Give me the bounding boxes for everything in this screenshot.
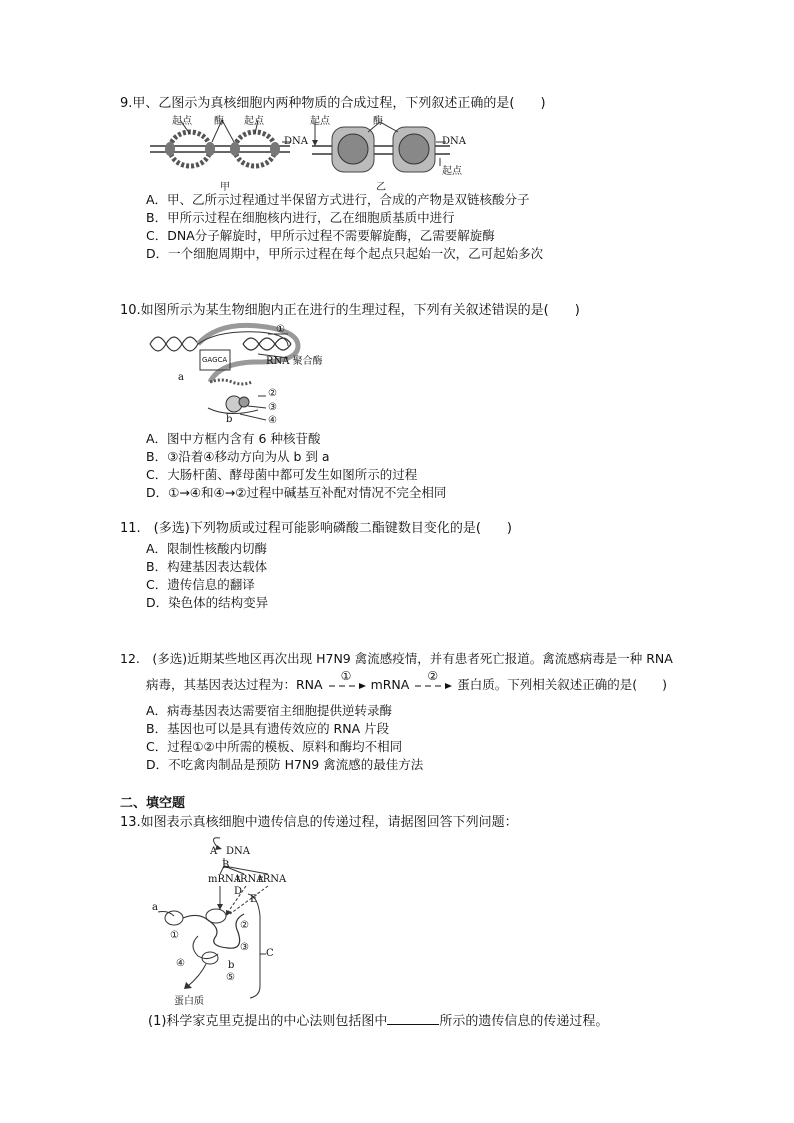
section-title: 二、填空题 [120, 796, 186, 811]
label-DNA: DNA [226, 846, 250, 857]
label-circle-2: ② [268, 388, 277, 399]
label-D: D [234, 886, 243, 897]
label-tRNA: tRNA [236, 874, 264, 885]
label-circle-1: ① [170, 930, 179, 941]
q13-sub1-suffix: 所示的遗传信息的传递过程。 [439, 1014, 609, 1029]
q13-stem: 13.如图表示真核细胞中遗传信息的传递过程，请据图回答下列问题： [120, 815, 518, 830]
label-b: b [226, 414, 233, 425]
label-C: C [266, 948, 274, 959]
label-qidian: 起点 [310, 116, 330, 127]
q12-arrow-1-label: ① [340, 668, 352, 683]
q12-mrna: mRNA [370, 677, 410, 692]
label-circle-4: ④ [176, 958, 185, 969]
label-circle-2: ② [240, 920, 249, 931]
q9-figure [150, 112, 480, 192]
q10-option-a: A．图中方框内含有 6 种核苷酸 [146, 431, 321, 446]
label-rRNA: rRNA [258, 874, 287, 885]
label-circle-1: ① [276, 324, 285, 335]
label-circle-3: ③ [240, 942, 249, 953]
q12-arrow-2-label: ② [427, 668, 439, 683]
q10-stem: 10.如图所示为某生物细胞内正在进行的生理过程，下列有关叙述错误的是( ) [120, 303, 580, 318]
label-a: a [152, 902, 158, 913]
label-rna-polymerase: RNA 聚合酶 [266, 356, 323, 367]
q13-sub1-prefix: (1)科学家克里克提出的中心法则包括图中 [148, 1014, 388, 1029]
dashed-arrow-icon [327, 679, 367, 693]
q9-stem: 9.甲、乙图示为真核细胞内两种物质的合成过程，下列叙述正确的是( ) [120, 96, 546, 111]
label-mei: 酶 [373, 116, 383, 127]
q12-prefix: 病毒，其基因表达过程为：RNA [146, 677, 323, 692]
label-B: B [222, 860, 230, 871]
label-circle-5: ⑤ [226, 972, 235, 983]
label-dna: DNA [442, 136, 466, 147]
label-circle-4: ④ [268, 415, 277, 426]
q12-option-c: C．过程①②中所需的模板、原料和酶均不相同 [146, 739, 403, 754]
label-mei: 酶 [214, 116, 224, 127]
label-b: b [228, 960, 235, 971]
q12-stem-line1: 12. (多选)近期某些地区再次出现 H7N9 禽流感疫情，并有患者死亡报道。禽流感病毒是一种 RNA [120, 651, 673, 666]
label-mRNA: mRNA [208, 874, 241, 885]
label-protein: 蛋白质 [174, 996, 204, 1007]
q11-stem: 11. (多选)下列物质或过程可能影响磷酸二酯键数目变化的是( ) [120, 521, 512, 536]
q12-arrow-1 [327, 668, 367, 693]
label-A: A [210, 846, 218, 857]
q10-option-d: D．①→④和④→②过程中碱基互补配对情况不完全相同 [146, 485, 447, 500]
q11-option-c: C．遗传信息的翻译 [146, 577, 255, 592]
label-circle-3: ③ [268, 402, 277, 413]
q10-option-b: B．③沿着④移动方向为从 b 到 a [146, 449, 330, 464]
q13-diagram [148, 836, 278, 1008]
q9-option-b: B．甲所示过程在细胞核内进行，乙在细胞质基质中进行 [146, 210, 455, 225]
q12-option-d: D．不吃禽肉制品是预防 H7N9 禽流感的最佳方法 [146, 757, 424, 772]
q12-option-b: B．基因也可以是具有遗传效应的 RNA 片段 [146, 721, 390, 736]
label-dna: DNA [284, 136, 308, 147]
q13-figure [148, 836, 287, 1008]
q9-option-c: C．DNA分子解旋时，甲所示过程不需要解旋酶，乙需要解旋酶 [146, 228, 495, 243]
q9-option-d: D．一个细胞周期中，甲所示过程在每个起点只起始一次，乙可起始多次 [146, 246, 544, 261]
label-a: a [178, 372, 184, 383]
q10-option-c: C．大肠杆菌、酵母菌中都可发生如图所示的过程 [146, 467, 418, 482]
q12-suffix: 蛋白质。下列相关叙述正确的是( ) [457, 677, 668, 692]
dashed-arrow-icon [413, 679, 453, 693]
label-qidian: 起点 [244, 116, 264, 127]
q13-sub1 [148, 1012, 608, 1031]
q9-option-a: A．甲、乙所示过程通过半保留方式进行，合成的产物是双链核酸分子 [146, 192, 530, 207]
label-yi: 乙 [376, 182, 386, 193]
replication-bubbles-yi [312, 122, 450, 172]
q12-arrow-2 [413, 668, 453, 693]
label-qidian: 起点 [172, 116, 192, 127]
label-jia: 甲 [220, 182, 230, 193]
q11-option-d: D．染色体的结构变异 [146, 595, 269, 610]
label-qidian: 起点 [442, 166, 462, 177]
answer-blank[interactable] [387, 1012, 439, 1025]
q12-stem-line2 [146, 668, 668, 694]
label-box-sequence: GAGCA [202, 356, 228, 364]
label-E: E [250, 894, 258, 905]
q12-option-a: A．病毒基因表达需要宿主细胞提供逆转录酶 [146, 703, 393, 718]
q11-option-b: B．构建基因表达载体 [146, 559, 268, 574]
q11-option-a: A．限制性核酸内切酶 [146, 541, 268, 556]
q10-figure [148, 322, 368, 430]
